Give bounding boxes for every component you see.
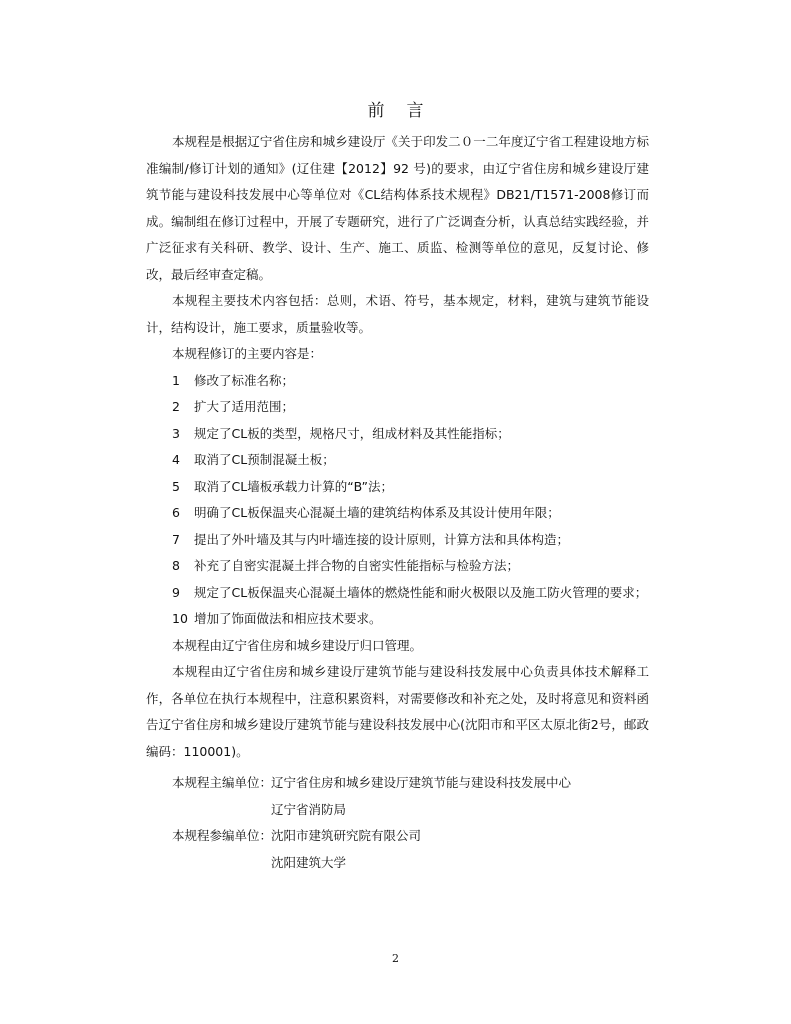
list-item — [146, 474, 649, 501]
content-summary-paragraph: 本规程主要技术内容包括：总则，术语、符号，基本规定，材料，建筑与建筑节能设计，结构设计，施工要求，质量验收等。 — [146, 293, 649, 335]
page-number: 2 — [392, 952, 399, 965]
participating-units-label: 本规程参编单位： — [172, 828, 273, 843]
list-item-number: 7 — [172, 531, 180, 547]
participating-unit: 沈阳市建筑研究院有限公司 — [271, 828, 422, 843]
list-item-number: 5 — [172, 478, 180, 494]
list-item-text: 明确了CL板保温夹心混凝土墙的建筑结构体系及其设计使用年限； — [194, 505, 560, 520]
revision-list — [146, 368, 649, 633]
list-item — [146, 368, 649, 395]
list-item-number: 9 — [172, 584, 180, 600]
management-statement: 本规程由辽宁省住房和城乡建设厅归口管理。 — [172, 637, 423, 653]
list-item-number: 6 — [172, 505, 180, 520]
chief-unit: 辽宁省住房和城乡建设厅建筑节能与建设科技发展中心 — [271, 775, 572, 790]
list-item-number: 1 — [172, 372, 180, 388]
list-item-text: 扩大了适用范围； — [194, 399, 295, 414]
list-item — [146, 553, 649, 580]
list-item-number: 4 — [172, 452, 180, 467]
revision-intro: 本规程修订的主要内容是： — [172, 346, 323, 361]
list-item — [146, 394, 649, 421]
list-item-text: 取消了CL墙板承载力计算的“B”法； — [194, 478, 394, 494]
list-item-text: 增加了饰面做法和相应技术要求。 — [194, 611, 382, 626]
list-item — [146, 421, 649, 448]
participating-units-row — [146, 823, 649, 850]
chief-units-label: 本规程主编单位： — [172, 775, 273, 790]
list-item-number: 8 — [172, 558, 180, 573]
list-item-number: 3 — [172, 425, 180, 441]
chief-unit: 辽宁省消防局 — [271, 801, 347, 817]
list-item — [146, 500, 649, 527]
list-item-text: 取消了CL预制混凝土板； — [194, 452, 335, 467]
list-item — [146, 606, 649, 633]
list-item-text: 提出了外叶墙及其与内叶墙连接的设计原则，计算方法和具体构造； — [194, 531, 570, 547]
page-title: 前言 — [367, 101, 446, 121]
list-item-text: 规定了CL板保温夹心混凝土墙体的燃烧性能和耐火极限以及施工防火管理的要求； — [194, 584, 648, 600]
list-item — [146, 527, 649, 554]
intro-paragraph: 本规程是根据辽宁省住房和城乡建设厅《关于印发二０一二年度辽宁省工程建设地方标准编制/修订计划的通知》(辽住建【2012】92 号)的要求，由辽宁省住房和城乡建设厅建筑节能与建设科技发展中心等单位对《CL结构体系技术规程》DB21/T1571-2008修订而成。编制组在修订过程中，开展了专题研究，进行了广泛调查分析，认真总结实践经验，并广泛征求有关科研、教学、设计、生产、施工、质监、检测等单位的意见，反复讨论、修改，最后经审查定稿。 — [146, 134, 649, 282]
list-item-number: 2 — [172, 399, 180, 414]
list-item — [146, 447, 649, 474]
list-item-text: 规定了CL板的类型，规格尺寸，组成材料及其性能指标； — [194, 425, 510, 441]
participating-unit: 沈阳建筑大学 — [271, 854, 347, 870]
list-item — [146, 580, 649, 607]
list-item-text: 修改了标准名称； — [194, 372, 295, 388]
chief-units-row — [146, 770, 649, 797]
document-body — [146, 129, 649, 876]
interpretation-paragraph: 本规程由辽宁省住房和城乡建设厅建筑节能与建设科技发展中心负责具体技术解释工作，各单位在执行本规程中，注意积累资料，对需要修改和补充之处，及时将意见和资料函告辽宁省住房和城乡建设厅建筑节能与建设科技发展中心(沈阳市和平区太原北街2号，邮政编码：110001)。 — [146, 664, 649, 759]
list-item-text: 补充了自密实混凝土拌合物的自密实性能指标与检验方法； — [194, 558, 520, 573]
list-item-number: 10 — [172, 611, 188, 626]
